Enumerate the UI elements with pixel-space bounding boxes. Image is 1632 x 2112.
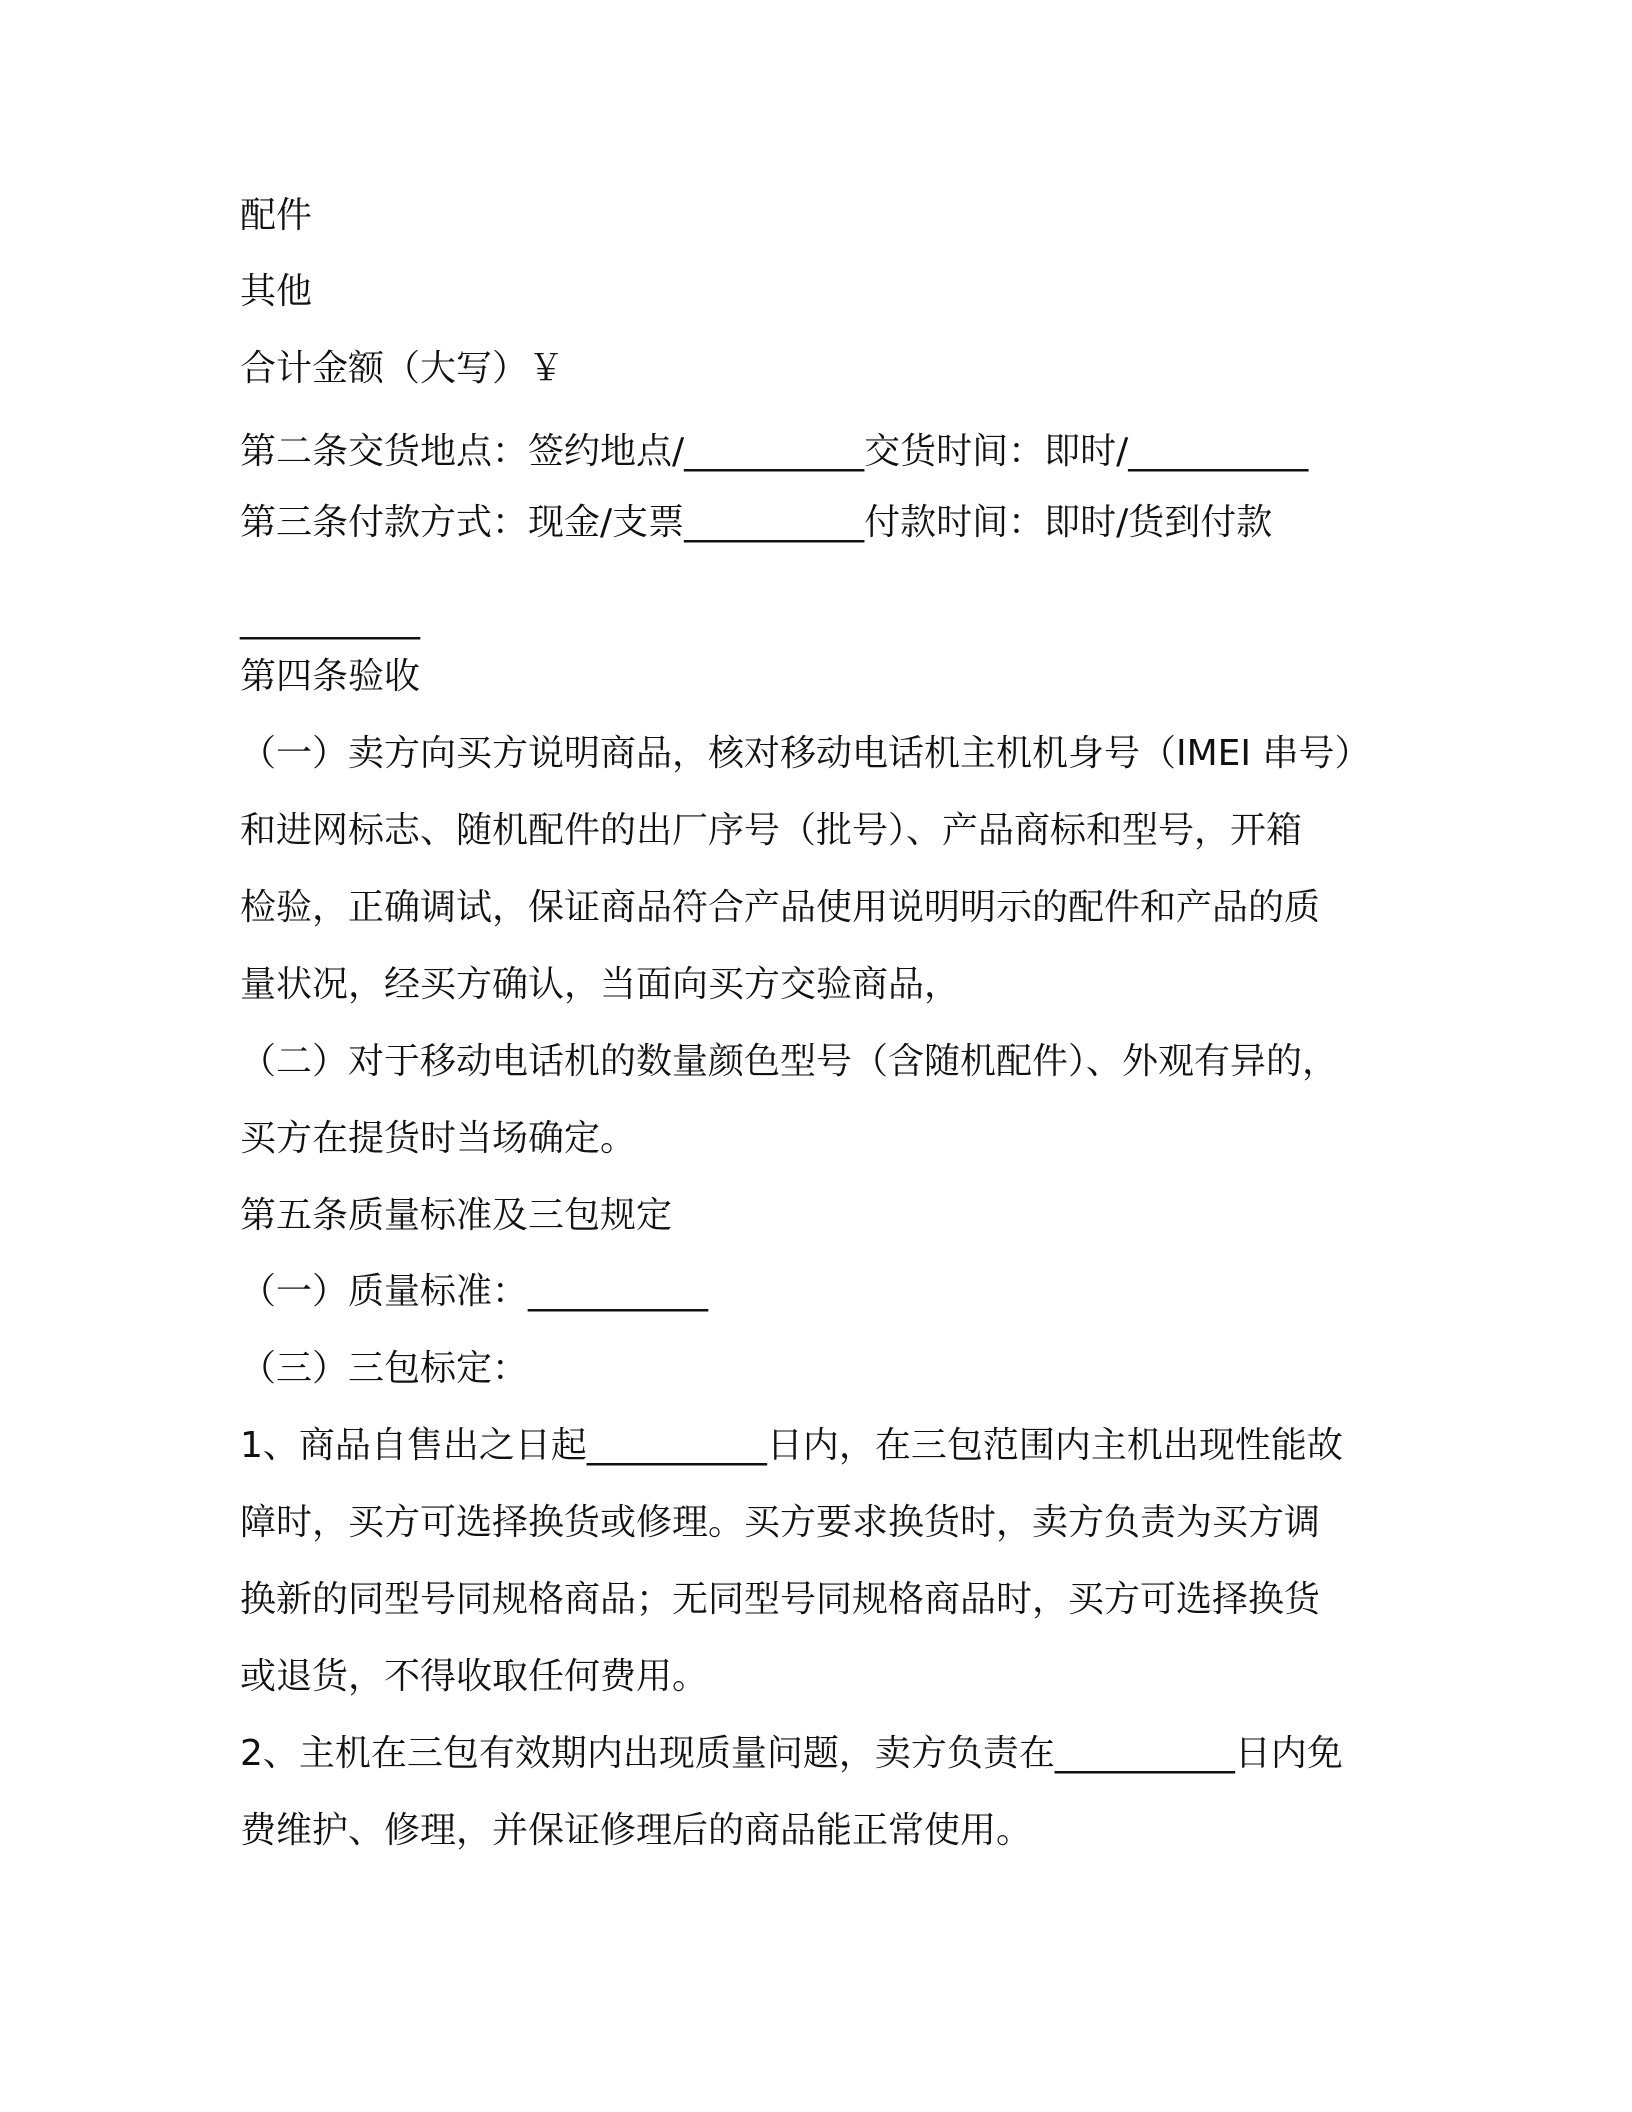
text-line-inspection-1d: 量状况，经买方确认，当面向买方交验商品， xyxy=(240,964,961,1005)
text-line-blank-underline: __________ xyxy=(240,599,420,640)
text-line-article-4-heading: 第四条验收 xyxy=(240,656,421,697)
text-line-inspection-2b: 买方在提货时当场确定。 xyxy=(240,1118,637,1159)
text-line-article-5-heading: 第五条质量标准及三包规定 xyxy=(240,1195,673,1236)
text-line-inspection-1c: 检验，正确调试，保证商品符合产品使用说明明示的配件和产品的质 xyxy=(240,887,1321,928)
text-line-warranty-1c: 换新的同型号同规格商品；无同型号同规格商品时，买方可选择换货 xyxy=(240,1579,1321,1620)
text-line-article-3-payment: 第三条付款方式：现金/支票__________付款时间：即时/货到付款 xyxy=(240,502,1273,543)
text-line-inspection-1b: 和进网标志、随机配件的出厂序号（批号）、产品商标和型号，开箱 xyxy=(240,810,1303,851)
text-line-inspection-1a: （一）卖方向买方说明商品，核对移动电话机主机机身号（IMEI 串号） xyxy=(240,733,1371,774)
text-line-warranty-heading: （三）三包标定： xyxy=(240,1348,529,1389)
text-line-warranty-1d: 或退货，不得收取任何费用。 xyxy=(240,1656,709,1697)
text-line-quality-standard: （一）质量标准：__________ xyxy=(240,1271,709,1312)
text-line-article-2-delivery: 第二条交货地点：签约地点/__________交货时间：即时/__________ xyxy=(240,431,1309,472)
text-line-warranty-2b: 费维护、修理，并保证修理后的商品能正常使用。 xyxy=(240,1810,1033,1851)
text-line-warranty-2a: 2、主机在三包有效期内出现质量问题，卖方负责在__________日内免 xyxy=(240,1733,1343,1774)
text-line-other: 其他 xyxy=(240,271,313,312)
text-line-inspection-2a: （二）对于移动电话机的数量颜色型号（含随机配件）、外观有异的， xyxy=(240,1041,1339,1082)
text-line-warranty-1a: 1、商品自售出之日起__________日内，在三包范围内主机出现性能故 xyxy=(240,1425,1343,1466)
text-line-total-amount: 合计金额（大写）￥ xyxy=(240,348,565,389)
text-line-accessories: 配件 xyxy=(240,195,313,236)
text-line-warranty-1b: 障时，买方可选择换货或修理。买方要求换货时，卖方负责为买方调 xyxy=(240,1502,1321,1543)
